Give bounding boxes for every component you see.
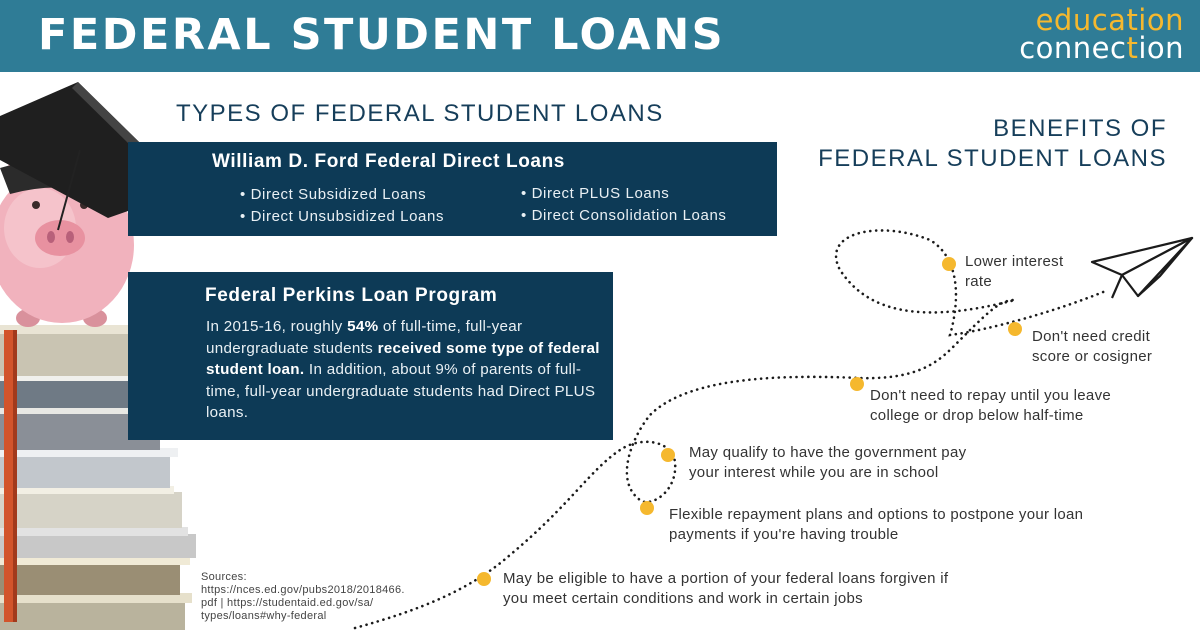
- benefit-line: rate: [965, 273, 993, 290]
- sources-note: [201, 571, 446, 623]
- sources-label: Sources:: [201, 571, 247, 583]
- benefit-dot-5: [640, 501, 654, 515]
- benefit-line: Don't need credit: [1032, 328, 1151, 345]
- perkins-description: [206, 316, 606, 424]
- paper-plane-icon: [1092, 238, 1192, 298]
- benefit-line: score or cosigner: [1032, 348, 1153, 365]
- logo-accent-letter: t: [1126, 31, 1139, 65]
- benefit-dot-3: [850, 377, 864, 391]
- direct-loan-item: • Direct PLUS Loans: [521, 185, 670, 202]
- benefit-line: May qualify to have the government pay: [689, 444, 967, 461]
- benefit-dot-4: [661, 448, 675, 462]
- benefit-line: your interest while you are in school: [689, 464, 939, 481]
- logo-part-a: connec: [1019, 31, 1127, 65]
- benefit-line: payments if you're having trouble: [669, 526, 899, 543]
- source-url-line[interactable]: pdf | https://studentaid.ed.gov/sa/: [201, 597, 374, 609]
- benefit-item: [503, 569, 948, 609]
- benefit-item: [1032, 327, 1152, 367]
- direct-loans-title: William D. Ford Federal Direct Loans: [212, 151, 565, 172]
- benefit-line: May be eligible to have a portion of your federal loans forgiven if: [503, 570, 949, 587]
- benefit-item: [669, 505, 1083, 545]
- direct-loan-item: • Direct Consolidation Loans: [521, 207, 727, 224]
- benefits-heading-line-1: BENEFITS OF: [993, 115, 1167, 142]
- logo-word-education: education: [1035, 3, 1184, 37]
- direct-loan-item: • Direct Unsubsidized Loans: [240, 208, 445, 225]
- benefit-item: [689, 443, 966, 483]
- benefit-line: Don't need to repay until you leave: [870, 387, 1112, 404]
- direct-loan-item: • Direct Subsidized Loans: [240, 186, 427, 203]
- direct-loans-panel: [128, 142, 777, 236]
- perkins-title: Federal Perkins Loan Program: [205, 285, 498, 306]
- page-title: FEDERAL STUDENT LOANS: [38, 10, 726, 60]
- perkins-text-1: In 2015-16, roughly: [206, 318, 348, 335]
- benefit-dot-6: [477, 572, 491, 586]
- types-heading: TYPES OF FEDERAL STUDENT LOANS: [176, 100, 664, 127]
- perkins-loan-panel: [128, 272, 613, 440]
- benefit-dot-1: [942, 257, 956, 271]
- benefit-dot-2: [1008, 322, 1022, 336]
- perkins-text-2: of full-time, full-year undergraduate students: [206, 318, 523, 357]
- benefit-item: [965, 252, 1063, 292]
- benefits-heading-line-2: FEDERAL STUDENT LOANS: [818, 145, 1167, 172]
- perkins-bold-statement: received some type of federal student loan.: [206, 339, 600, 378]
- logo-part-b: ion: [1138, 31, 1184, 65]
- benefit-line: you meet certain conditions and work in certain jobs: [503, 590, 863, 607]
- perkins-stat-percent: 54%: [347, 318, 379, 335]
- benefit-item: [870, 386, 1111, 426]
- benefits-heading: [818, 114, 1167, 174]
- benefit-line: Lower interest: [965, 253, 1064, 270]
- benefit-line: college or drop below half-time: [870, 407, 1084, 424]
- source-url-line[interactable]: types/loans#why-federal: [201, 610, 327, 622]
- benefit-line: Flexible repayment plans and options to postpone your loan: [669, 506, 1084, 523]
- source-url-line[interactable]: https://nces.ed.gov/pubs2018/2018466.: [201, 584, 405, 596]
- perkins-text-3: In addition, about 9% of parents of full-time, full-year undergraduate students had Direct PLUS loans.: [206, 361, 596, 421]
